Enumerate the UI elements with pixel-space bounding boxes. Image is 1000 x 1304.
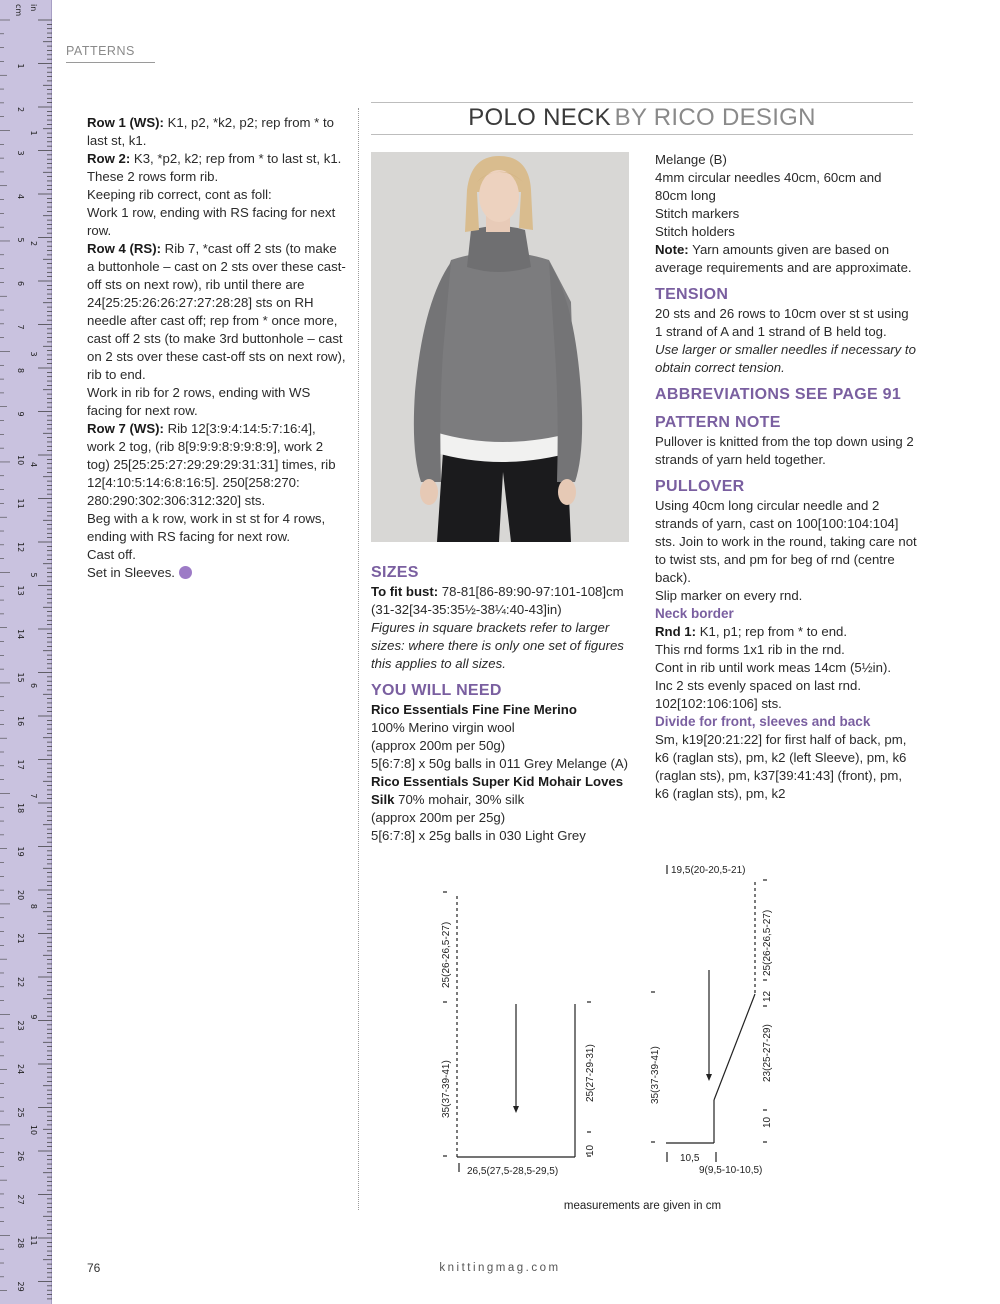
ruler-cm-label: 19	[16, 846, 25, 857]
yarn-ball-end-icon	[179, 566, 192, 579]
keep-rib-note: Keeping rib correct, cont as foll:	[87, 187, 272, 202]
title-designer: BY RICO DESIGN	[614, 104, 816, 131]
ruler-cm-label: 4	[16, 194, 25, 200]
ruler-cm-label: 2	[16, 107, 25, 113]
measuring-ruler	[0, 0, 52, 1304]
yarn1-fiber: 100% Merino virgin wool	[371, 720, 515, 735]
sleeve-upper-measure: 25(26-26,5-27)	[762, 909, 773, 976]
ruler-cm-label: 20	[16, 890, 25, 901]
tension-heading: TENSION	[655, 286, 729, 303]
needles: 4mm circular needles 40cm, 60cm and 80cm long	[655, 170, 882, 203]
column-divider	[358, 108, 359, 1210]
ruler-inch-label: 5	[29, 572, 38, 578]
ruler-cm-label: 26	[16, 1151, 25, 1162]
row2-instruction: Row 2: K3, *p2, k2; rep from * to last st, k1.	[87, 151, 342, 166]
pattern-title	[371, 102, 913, 135]
fit-bust: To fit bust: 78-81[86-89:90-97:101-108]cm (31-32[34-35:35½-38¼:40-43]in)	[371, 584, 624, 617]
stocking-stitch-note: Beg with a k row, work in st st for 4 rows, ending with RS facing for next row.	[87, 511, 326, 544]
body-schematic	[443, 892, 591, 1172]
body-right-measure: 25(27-29-31)	[585, 1044, 596, 1102]
sleeve-cuff-measure: 10,5	[680, 1153, 700, 1164]
pullover-cast-on: Using 40cm long circular needle and 2 strands of yarn, cast on 100[100:104:104] sts. Join to work in the round, taking care not to twist sts, and pm for beg of rnd (centre back).	[655, 498, 917, 585]
abbreviations-heading: ABBREVIATIONS SEE PAGE 91	[655, 386, 902, 403]
ruler-inch-label: 7	[29, 793, 38, 799]
sleeve-12-measure: 12	[762, 990, 773, 1002]
ruler-inch-label: 1	[29, 130, 38, 136]
ruler-cm-label: 21	[16, 933, 25, 944]
yarn2-colour-cont: Melange (B)	[655, 152, 727, 167]
pattern-continued-column	[87, 114, 347, 582]
sizes-note: Figures in square brackets refer to larger sizes: where there is only one set of figures this applies to all sizes.	[371, 620, 624, 671]
you-will-need-heading: YOU WILL NEED	[371, 682, 502, 699]
website-url: knittingmag.com	[439, 1262, 561, 1274]
yarn1-length: (approx 200m per 50g)	[371, 738, 506, 753]
yarn1-name: Rico Essentials Fine Fine Merino	[371, 702, 577, 717]
model-photo	[371, 152, 629, 542]
measurement-diagrams	[371, 860, 913, 1220]
ruler-cm-label: 22	[16, 977, 25, 988]
sleeve-10-measure: 10	[762, 1116, 773, 1128]
yarn-note: Note: Yarn amounts given are based on average requirements and are approximate.	[655, 242, 912, 275]
model-wearing-sweater-image	[371, 152, 629, 542]
work-rib-note: Work in rib for 2 rows, ending with WS facing for next row.	[87, 385, 311, 418]
set-in-sleeves-note: Set in Sleeves.	[87, 564, 347, 582]
ruler-inch-label: 3	[29, 351, 38, 357]
pattern-note-text: Pullover is knitted from the top down using 2 strands of yarn held together.	[655, 434, 914, 467]
ruler-cm-label: 16	[16, 716, 25, 727]
ruler-cm-label: 18	[16, 803, 25, 814]
ruler-inch-label: 6	[29, 682, 38, 689]
pattern-note-heading: PATTERN NOTE	[655, 414, 781, 431]
rnd1-instruction: Rnd 1: K1, p1; rep from * to end.	[655, 624, 848, 639]
divide-instruction: Sm, k19[20:21:22] for first half of back, pm, k6 (raglan sts), pm, k2 (left Sleeve), pm, k6 (raglan sts), pm, k37[39:41:43] (front), pm, k6 (raglan sts), pm, k2	[655, 732, 907, 801]
neck-border-heading: Neck border	[655, 606, 734, 621]
divide-heading: Divide for front, sleeves and back	[655, 714, 871, 729]
ruler-cm-label: 5	[16, 237, 25, 243]
ruler-cm-label: 24	[16, 1064, 25, 1075]
ruler-inch-label: 2	[29, 240, 38, 247]
stitch-holders: Stitch holders	[655, 224, 735, 239]
tension-text: 20 sts and 26 rows to 10cm over st st using 1 strand of A and 1 strand of B held tog.	[655, 306, 909, 339]
ruler-cm-label: 10	[16, 455, 25, 466]
ruler-cm-label: 7	[16, 324, 25, 330]
tension-note: Use larger or smaller needles if necessary to obtain correct tension.	[655, 342, 916, 375]
schematic-svg	[371, 860, 913, 1220]
yarn1-quantity: 5[6:7:8] x 50g balls in 011 Grey Melange (A)	[371, 756, 629, 771]
row4-instruction: Row 4 (RS): Rib 7, *cast off 2 sts (to make a buttonhole – cast on 2 sts over these cast-off sts on next row), rib until there are 24[25:25:26:26:27:27:28:28] sts on RH needle after cast off; rep from * once more, cast off 2 sts (to make 3rd buttonhole – cast on 2 sts over these cast-off sts on next row), rib to end.	[87, 241, 346, 382]
ruler-cm-label: 8	[16, 368, 25, 374]
ruler-cm-label: 28	[16, 1238, 25, 1249]
section-label: PATTERNS	[66, 42, 155, 63]
ruler-cm-label: 12	[16, 542, 25, 553]
yarn2-name: Rico Essentials Super Kid Mohair Loves Silk 70% mohair, 30% silk	[371, 774, 624, 807]
ruler-cm-label: 23	[16, 1020, 25, 1031]
ruler-cm-label: 11	[16, 498, 25, 509]
yarn2-length: (approx 200m per 25g)	[371, 810, 506, 825]
sizes-heading: SIZES	[371, 564, 419, 581]
diagram-caption: measurements are given in cm	[563, 1200, 722, 1212]
rib-forms-note: This rnd forms 1x1 rib in the rnd.	[655, 642, 845, 657]
sleeve-bottom-measure: 9(9,5-10-10,5)	[699, 1165, 763, 1176]
sizes-and-materials-column	[371, 563, 633, 845]
body-top-measure: 25(26-26,5-27)	[441, 921, 452, 988]
ruler-inch-label: 10	[29, 1124, 38, 1136]
rib-note: These 2 rows form rib.	[87, 169, 219, 184]
sleeve-left-measure: 35(37-39-41)	[650, 1046, 661, 1104]
yarn2-quantity: 5[6:7:8] x 25g balls in 030 Light Grey	[371, 828, 586, 843]
row7-instruction: Row 7 (WS): Rib 12[3:9:4:14:5:7:16:4], work 2 tog, (rib 8[9:9:9:8:9:9:8:9], work 2 tog) 25[25:25:27:29:29:29:31:31] times, rib 12[4:10:5:14:6:8:16:5]. 250[258:270: 280:290:302:306:312:320] sts.	[87, 421, 336, 508]
ruler-cm-label: 13	[16, 585, 25, 596]
ruler-inch-label: 4	[29, 461, 38, 468]
cont-rib-note: Cont in rib until work meas 14cm (5½in).	[655, 660, 891, 675]
ruler-cm-label: 3	[16, 150, 25, 156]
ruler-cm-label: 9	[16, 411, 25, 417]
title-main: POLO NECK	[468, 104, 611, 131]
body-width-measure: 26,5(27,5-28,5-29,5)	[467, 1166, 559, 1177]
ruler-unit-label: cm	[14, 4, 23, 17]
body-side-measure: 35(37-39-41)	[441, 1060, 452, 1118]
ruler-cm-label: 14	[16, 629, 25, 640]
ruler-inch-label: 11	[29, 1235, 38, 1246]
slip-marker-note: Slip marker on every rnd.	[655, 588, 803, 603]
ruler-inch-unit-label: in	[29, 4, 38, 12]
sleeve-mid-measure: 23(25-27-29)	[762, 1024, 773, 1082]
inc-note: Inc 2 sts evenly spaced on last rnd. 102[102:106:106] sts.	[655, 678, 861, 711]
ruler-cm-label: 15	[16, 672, 25, 683]
sleeve-schematic	[651, 865, 767, 1162]
sleeve-top-measure: 19,5(20-20,5-21)	[671, 865, 746, 876]
instructions-column	[655, 151, 917, 803]
page-number: 76	[87, 1261, 101, 1275]
stitch-markers: Stitch markers	[655, 206, 740, 221]
ruler-cm-label: 25	[16, 1107, 25, 1118]
work-row-note: Work 1 row, ending with RS facing for next row.	[87, 205, 336, 238]
ruler-inch-label: 9	[29, 1014, 38, 1020]
cast-off-note: Cast off.	[87, 547, 136, 562]
ruler-cm-label: 29	[16, 1281, 25, 1292]
body-rib-measure: 10	[585, 1144, 596, 1156]
ruler-ticks	[0, 0, 52, 1304]
ruler-inch-label: 8	[29, 903, 38, 910]
ruler-cm-label: 17	[16, 759, 25, 770]
ruler-cm-label: 27	[16, 1194, 25, 1205]
ruler-cm-label: 1	[16, 63, 25, 69]
row1-instruction: Row 1 (WS): K1, p2, *k2, p2; rep from * to last st, k1.	[87, 115, 334, 148]
pullover-heading: PULLOVER	[655, 478, 745, 495]
ruler-cm-label: 6	[16, 281, 25, 287]
